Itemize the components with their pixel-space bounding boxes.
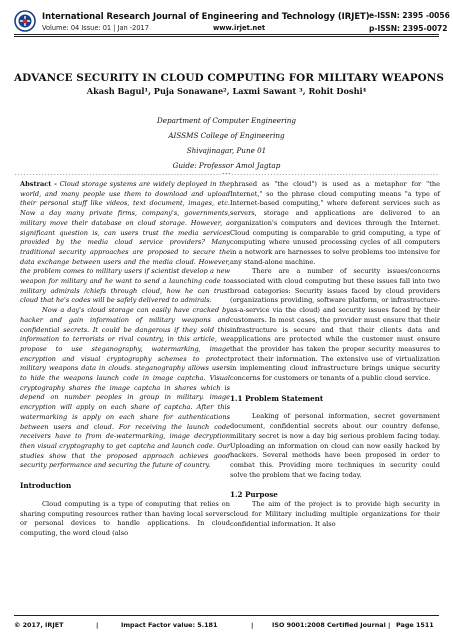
footer-impact-factor: Impact Factor value: 5.181 bbox=[121, 621, 218, 629]
abstract-text: Cloud storage systems are widely deployed in the world, and many people use them to download and upload their personal stuff like videos, text document, images, etc. Now a day many private firms, company's, governments, military move their database on cloud storage. However, a significant question is, can users trust the media services provided by the media cloud service providers? Many traditional security approaches are proposed to secure the data exchange between users and the media cloud. However, the problem comes to military users if scientist develop a new weapon for military and he want to send a launching code to military admirals /chiefs through cloud, how he can trust cloud that he's codes will be safely delivered to admirals. bbox=[20, 180, 230, 305]
affiliation-department: Department of Computer Engineering bbox=[157, 116, 296, 125]
left-column bbox=[20, 180, 230, 539]
footer-iso: ISO 9001:2008 Certified Journal bbox=[272, 621, 386, 629]
footer-rule bbox=[14, 615, 439, 616]
footer-copyright: © 2017, IRJET bbox=[14, 621, 64, 629]
journal-website: www.irjet.net bbox=[213, 24, 266, 32]
footer-separator: | bbox=[388, 621, 391, 629]
problem-statement-heading: 1.1 Problem Statement bbox=[230, 393, 324, 403]
affiliation-location: Shivajinagar, Pune 01 bbox=[186, 146, 267, 155]
journal-header bbox=[0, 0, 453, 44]
affiliation-college: AISSMS College of Engineering bbox=[168, 131, 285, 140]
e-issn: e-ISSN: 2395 -0056 bbox=[369, 11, 450, 20]
purpose-text: The aim of the project is to provide high security in cloud for Military including multiple organizations for their confidential information. It also bbox=[230, 500, 440, 528]
intro-paragraph-2: There are a number of security issues/concerns associated with cloud computing but these issues fall into two broad categories: Security issues faced by cloud providers (organizations providing, software platform, or infrastructure-as-a-service via the cloud) and security issues faced by their customers. In most cases, the provider must ensure that their infrastructure is secure and that their clients data and applications are protected while the customer must ensure that the provider has taken the proper security measures to protect their information. The extensive use of virtualization in implementing cloud infrastructure brings unique security concerns for customers or tenants of a public cloud service. bbox=[230, 267, 440, 383]
intro-continued: phrased as "the cloud") is used as a metaphor for "the Internet," so the phrase cloud computing means "a type of Internet-based computing," where deferent services such as servers, storage and applications are delivered to an organization's computers and devices through the Internet. Cloud computing is comparable to grid computing, a type of computing where unused processing cycles of all computers in a network are harnesses to solve problems too intensive for any stand-alone machine. bbox=[230, 180, 440, 266]
abstract-text-2: Now a day's cloud storage can easily have cracked by hacker and gain information of military weapons and confidential secrets. It could be dangerous if they sold this information to terrorists or rival country, in this article, we propose to use steganography, watermarking, image encryption and visual cryptography schemes to protect military weapons data in clouds. steganography allows users to hide the weapons launch code in image captcha. Visual cryptography shares the image captcha in shares which is depend on number peoples in group in military. image encryption will apply on each share of captcha. After this watermarking is apply on each share for authentications between users and cloud. For receiving the launch code receivers have to from de-watermarking, image decryption then visual cryptography to get captcha and launch code. Our studies show that the proposed approach achieves good security performance and securing the future of country. bbox=[20, 306, 230, 470]
section-separator: ---------------------------------------------------------------------***--------------------------------------------------------------------- bbox=[14, 173, 439, 178]
abstract-label: Abstract - bbox=[20, 180, 57, 188]
purpose-heading: 1.2 Purpose bbox=[230, 490, 278, 500]
abstract-paragraph bbox=[20, 180, 230, 306]
header-rule bbox=[14, 34, 439, 35]
footer-page-number: Page 1511 bbox=[396, 621, 434, 629]
paper-authors: Akash Bagul¹, Puja Sonawane², Laxmi Sawant ³, Rohit Doshi⁴ bbox=[86, 86, 367, 96]
journal-name: International Research Journal of Engineering and Technology (IRJET) bbox=[42, 11, 370, 21]
volume-issue: Volume: 04 Issue: 01 | Jan -2017 bbox=[42, 24, 149, 32]
irjet-logo-icon bbox=[14, 10, 36, 32]
header-rule-double bbox=[14, 36, 439, 37]
footer-separator: | bbox=[96, 621, 99, 629]
affiliation-guide: Guide: Professor Amol Jagtap bbox=[172, 161, 281, 170]
intro-paragraph: Cloud computing is a type of computing that relies on sharing computing resources rather than having local servers or personal devices to handle applications. In cloud computing, the word cloud (also bbox=[20, 499, 230, 537]
paper-title: ADVANCE SECURITY IN CLOUD COMPUTING FOR MILITARY WEAPONS bbox=[14, 72, 445, 84]
right-column bbox=[230, 180, 440, 529]
problem-statement-text: Leaking of personal information, secret government document, confidential secrets about our country defense, military secret is now a day big serious problem facing today. Uploading an information on cloud can now easily hacked by hackers. Several methods have been proposed in order to combat this. Providing more techniques in security could solve the problem that we facing today. bbox=[230, 412, 440, 479]
p-issn: p-ISSN: 2395-0072 bbox=[369, 24, 448, 33]
footer-separator: | bbox=[251, 621, 254, 629]
intro-heading: Introduction bbox=[20, 481, 72, 491]
